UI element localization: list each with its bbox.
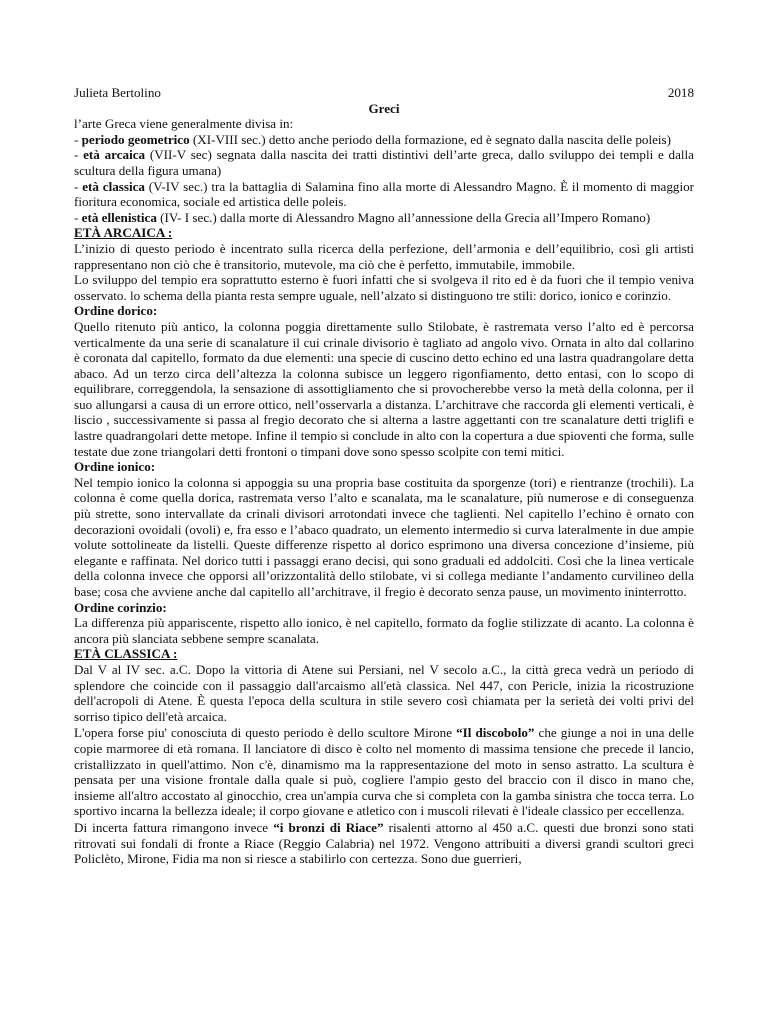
paragraph: Lo sviluppo del tempio era soprattutto esterno è fuori infatti che si svolgeva il rito ed è da fuori che il tempio veniva osservato. lo schema della pianta resta sempre uguale, nell’alzato si distinguono tre stili: dorico, ionico e corinzio. <box>74 272 694 303</box>
section-heading-classica: ETÀ CLASSICA : <box>74 646 178 662</box>
paragraph: Quello ritenuto più antico, la colonna poggia direttamente sullo Stilobate, è rastremata verso l’alto ed è percorsa verticalmente da una serie di scanalature il cui crinale divisorio è tagliato ad angolo vivo. Ornata in alto dal collarino è coronata dal capitello, formato da due elementi: una specie di cuscino detto echino ed una lastra quadrangolare detta abaco. Ad un terzo circa dell’altezza la colonna subisce un leggero rigonfiamento, detto entasi, con lo scopo di equilibrare, correggendola, la sensazione di assottigliamento che si provocherebbe verso la metà della colonna, per il suo allungarsi a causa di un errore ottico, nell’osservarla a distanza. L’architrave che raccorda gli elementi verticali, è liscio , successivamente si passa al fregio decorato che si alterna a lastre aggettanti con tre scanalature detti triglifi e lastre quadrangolari dette metope. Infine il tempio si conclude in alto con la copertura a due spioventi che forma, sulle testate due zone triangolari detti frontoni o timpani dove sono spesso scolpite con temi mitici. <box>74 318 694 459</box>
subheading-ionico: Ordine ionico: <box>74 459 156 475</box>
paragraph: Dal V al IV sec. a.C. Dopo la vittoria di Atene sui Persiani, nel V secolo a.C., la città greca vedrà un periodo di splendore che coincide con il passaggio dall'arcaismo all'età classica. Nel 447, con Pericle, inizia la ricostruzione dell'acropoli di Atene. È questa l'epoca della scultura in stile severo così chiamata per la serietà dei volti privi del sorriso tipico dell'età arcaica. <box>74 661 694 724</box>
paragraph: L’inizio di questo periodo è incentrato sulla ricerca della perfezione, dell’armonia e dell’equilibrio, così gli artisti rappresentano non ciò che è transitorio, mutevole, ma ciò che è perfetto, immutabile, immobile. <box>74 240 694 272</box>
artwork-title: “Il discobolo” <box>456 725 535 741</box>
document-page <box>74 85 694 867</box>
paragraph: La differenza più appariscente, rispetto allo ionico, è nel capitello, formato da foglie stilizzate di acanto. La colonna è ancora più slanciata sebbene sempre scanalata. <box>74 615 694 646</box>
document-year: 2018 <box>667 85 694 100</box>
period-item: - età classica (V-IV sec.) tra la battaglia di Salamina fino alla morte di Alessandro Magno. È il momento di maggior fioritura economica, sociale ed artistica delle poleis. <box>74 178 694 210</box>
period-item: - età arcaica (VII-V sec) segnata dalla nascita dei tratti distintivi dell’arte greca, dallo sviluppo dei templi e dalla scultura della figura umana) <box>74 147 694 178</box>
intro-lead: l’arte Greca viene generalmente divisa in: <box>74 116 294 132</box>
subheading-dorico: Ordine dorico: <box>74 303 158 319</box>
period-term: età arcaica <box>83 147 146 163</box>
period-item: - periodo geometrico (XI-VIII sec.) detto anche periodo della formazione, ed è segnato dalla nascita delle poleis) <box>74 131 671 147</box>
period-term: età ellenistica <box>81 209 157 225</box>
paragraph: L'opera forse piu' conosciuta di questo periodo è dello scultore Mirone “Il discobolo” che giunge a noi in una delle copie marmoree di età romana. Il lanciatore di disco è colto nel momento di massima tensione che precede il lancio, cristallizzato in quell'attimo. Non c'è, dinamismo ma la rappresentazione del moto in senso astratto. La scultura è pensata per una visione frontale dalla quale si può, cogliere l'ampio gesto del braccio con il disco in mano che, insieme all'altro accostato al ginocchio, crea un'ampia curva che si completa con la gamba sinistra che tocca terra. Lo sportivo incarna la bellezza ideale; il corpo giovane e atletico con i muscoli rilevati è l'ideale classico per eccellenza. <box>74 725 694 819</box>
subheading-corinzio: Ordine corinzio: <box>74 599 167 615</box>
document-header <box>74 85 694 101</box>
section-heading-arcaica: ETÀ ARCAICA : <box>74 225 173 241</box>
artwork-title: “i bronzi di Riace” <box>273 819 384 835</box>
paragraph: Di incerta fattura rimangono invece “i bronzi di Riace” risalenti attorno al 450 a.C. questi due bronzi sono stati ritrovati sui fondali di fronte a Riace (Reggio Calabria) nel 1972. Vengono attribuiti a diversi grandi scultori greci Policlèto, Mirone, Fidia ma non si riesce a stabilirlo con certezza. Sono due guerrieri, <box>74 819 694 867</box>
author-name: Julieta Bertolino <box>74 85 161 100</box>
period-item: - età ellenistica (IV- I sec.) dalla morte di Alessandro Magno all’annessione della Grecia all’Impero Romano) <box>74 209 651 225</box>
period-term: età classica <box>82 178 145 194</box>
period-term: periodo geometrico <box>81 131 190 147</box>
paragraph: Nel tempio ionico la colonna si appoggia su una propria base costituita da sporgenze (tori) e rientranze (trochili). La colonna è come quella dorica, rastremata verso l’alto e scanalata, ma le scanalature, più numerose e di conseguenza più strette, sono intervallate da crinali divisori arrotondati invece che taglienti. Nel capitello l’echino è ornato con decorazioni ovoidali (ovoli) e, fra esso e l’abaco quadrato, un elemento intermedio si curva lateralmente in due ampie volute sottolineate da listelli. Queste differenze rispetto al dorico esprimono una diversa concezione d’insieme, più elegante e raffinata. Nel dorico tutti i passaggi erano decisi, qui sono graduali ed addolciti. Così che la linea verticale della colonna invece che opporsi all’orizzontalità dello stilobate, vi si collega mediante l’andamento curvilineo della base; cosa che avviene anche dal capitello all’architrave, il fregio è decorato senza pause, un movimento ininterrotto. <box>74 474 694 599</box>
document-title: Greci <box>368 100 400 116</box>
